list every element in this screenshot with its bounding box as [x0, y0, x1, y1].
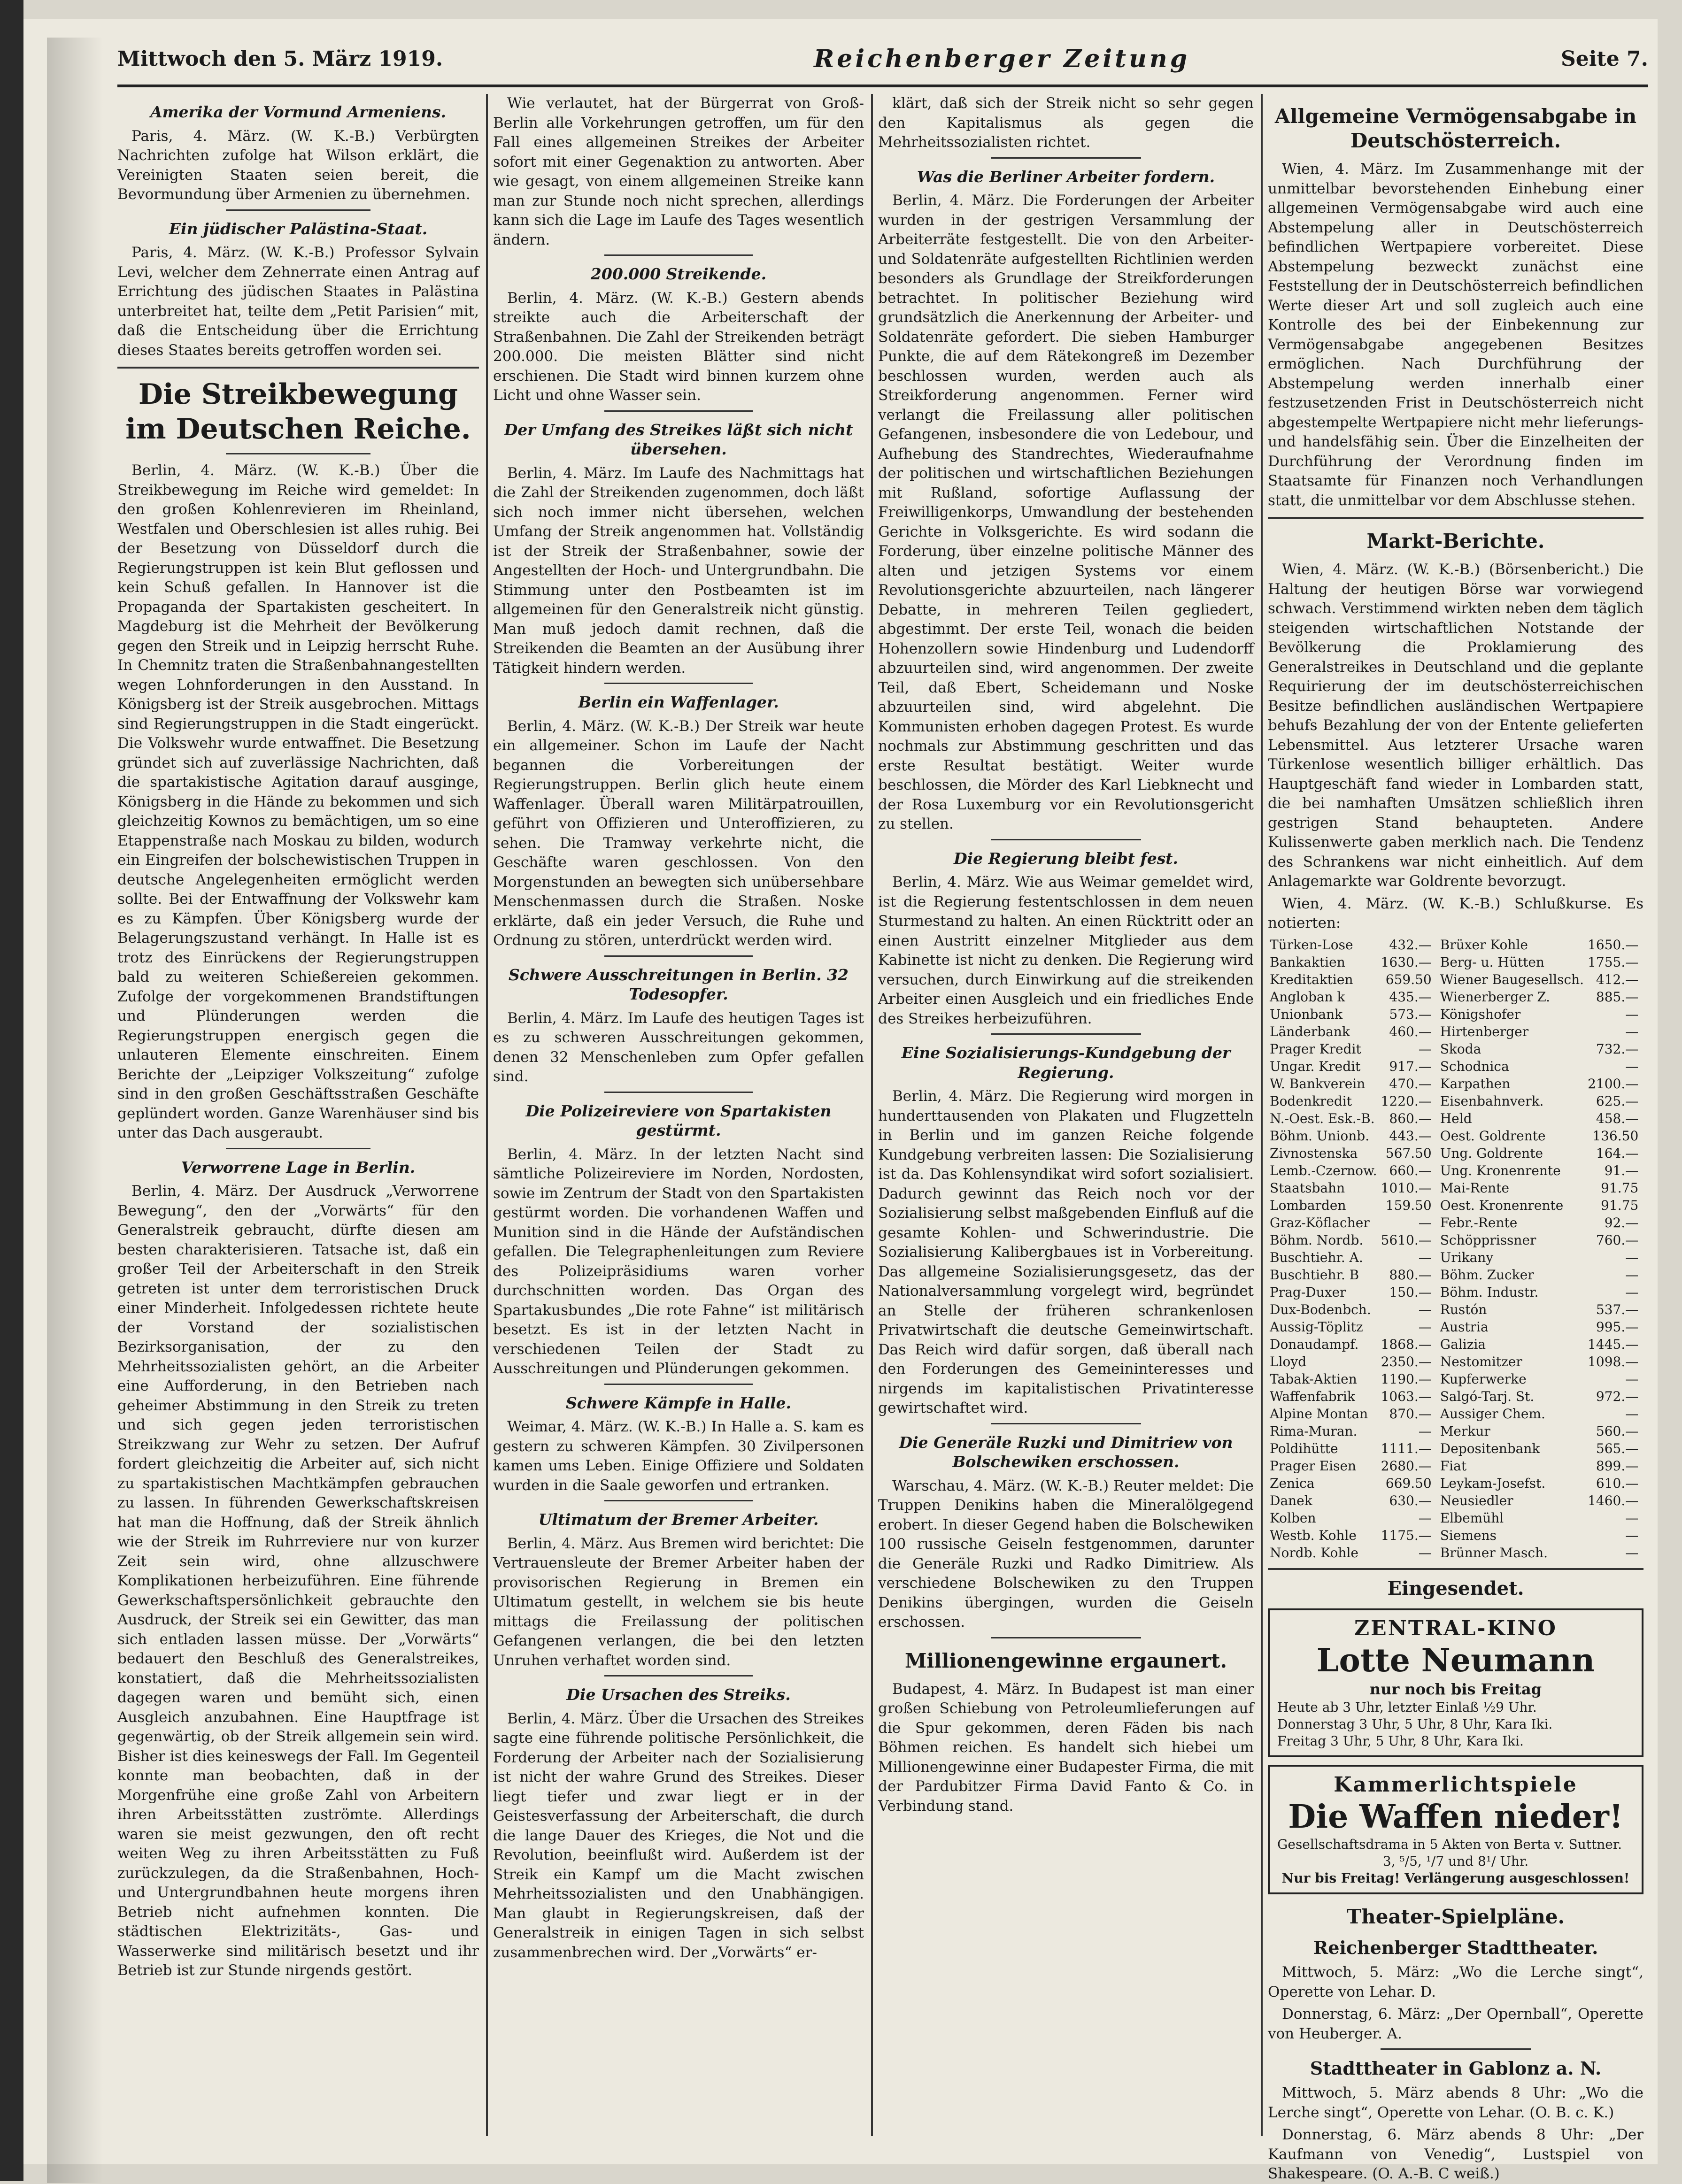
quote-value: 610.—	[1596, 1475, 1639, 1491]
advert-name: Kammerlichtspiele	[1334, 1773, 1578, 1797]
divider	[604, 1384, 753, 1385]
quote-name: Salgó-Tarj. St.	[1440, 1388, 1535, 1404]
quote-row	[1268, 1040, 1645, 1058]
quote-row	[1268, 1318, 1645, 1336]
article-title: Ein jüdischer Palästina-Staat.	[169, 219, 428, 238]
quote-row	[1268, 1179, 1645, 1197]
quote-value: 1445.—	[1588, 1336, 1639, 1352]
quote-row	[1268, 936, 1645, 954]
article-title: Die Regierung bleibt fest.	[953, 849, 1179, 868]
quote-value: 1063.—	[1381, 1388, 1432, 1404]
quote-name: Waffenfabrik	[1270, 1388, 1355, 1404]
quote-row	[1268, 1075, 1645, 1092]
article-text: Berlin, 4. März. Der Ausdruck „Verworrene Bewegung“, den der „Vorwärts“ für den Generalstreik gebraucht, dürfte diesen am besten charakterisieren. Tatsache ist, daß ein großer Teil der Arbeiterschaft in den Streik getreten ist unter dem terroristischen Druck einer Minderheit. Infolgedessen richtete heute der Vorstand der sozialistischen Bezirksorganisation, der zu den Mehrheitssozialisten gehört, an die Arbeiter eine Aufforderung, in den Betrieben nach geheimer Abstimmung in den Streik zu treten und sich gegen jeden terroristischen Streikzwang zur Wehr zu setzen. Der Aufruf fordert gleichzeitig die Arbeiter auf, sich nicht zu spartakistischen Machtkämpfen gebrauchen zu lassen. In führenden Gewerkschaftskreisen hat man die Hoffnung, daß der Streik ähnlich wie der Streik im Ruhrreviere nur von kurzer Zeit sein wird, ohne allzuschwere Komplikationen herbeizuführen. Eine führende Gewerkschaftspersönlichkeit gebrauchte den Ausdruck, der Streik sei ein Gewitter, das man sich entladen lassen müsse. Der „Vorwärts“ bedauert den Beschluß des Generalstreikes, konstatiert, daß die Mehrheitssozialisten dagegen waren und bemüht sich, einen Ausgleich anzubahnen. Eine Hauptfrage ist gegenwärtig, ob der Streik allgemein sein wird. Bisher ist dies keineswegs der Fall. Im Gegenteil konnte man beobachten, daß in der Morgenfrühe eine große Zahl von Arbeitern ihren Arbeitsstätten zuströmte. Allerdings waren sie meist gezwungen, den oft recht weiten Weg zu ihren Arbeitsstätten zu Fuß zurückzulegen, da die Straßenbahnen, Hoch- und Untergrundbahnen heute morgens ihren Betrieb nicht aufnehmen konnten. Die städtischen Elektrizitäts-, Gas- und Wasserwerke sind militärisch besetzt und ihr Betrieb ist zur Stunde nirgends gestört.	[117, 1183, 479, 1979]
column-rule	[486, 94, 488, 2136]
quote-name: Skoda	[1440, 1041, 1481, 1057]
quote-value: 2350.—	[1381, 1353, 1432, 1369]
article-title: Eine Sozialisierungs-Kundgebung der Regierung.	[901, 1044, 1231, 1082]
divider	[1268, 517, 1643, 519]
quote-value: 995.—	[1596, 1319, 1639, 1335]
quote-row	[1268, 1388, 1645, 1405]
article-text: Wien, 4. März. (W. K.-B.) Schlußkurse. Es notierten:	[1268, 895, 1643, 931]
quote-name: Lloyd	[1270, 1353, 1307, 1369]
quote-row	[1268, 1405, 1645, 1423]
quote-value: 1220.—	[1381, 1093, 1432, 1109]
column-3	[878, 94, 1254, 2136]
header-page-number: Seite 7.	[1560, 46, 1648, 71]
quote-value: 91.75	[1601, 1180, 1639, 1196]
quote-value: 917.—	[1389, 1058, 1432, 1074]
quote-name: Tabak-Aktien	[1270, 1371, 1357, 1387]
quote-row	[1268, 1301, 1645, 1318]
quote-name: Angloban k	[1270, 989, 1345, 1005]
article-title: Die Polizeireviere von Spartakisten gestürmt.	[525, 1101, 832, 1139]
quote-value: 435.—	[1389, 989, 1432, 1005]
quote-name: Nestomitzer	[1440, 1353, 1522, 1369]
divider	[604, 955, 753, 957]
newspaper-page	[23, 19, 1658, 2182]
quote-value: 1010.—	[1381, 1180, 1432, 1196]
quote-row	[1268, 1336, 1645, 1353]
article-text: Wien, 4. März. Im Zusammenhange mit der unmittelbar bevorstehenden Einhebung einer allgemeinen Vermögensabgabe wird auch eine Abstempelung aller in Deutschösterreich befindlichen Wertpapiere vorbereitet. Diese Abstempelung bezweckt zunächst eine Feststellung der in Deutschösterreich befindlichen Werte dieser Art und soll zugleich auch eine Kontrolle des bei der Einbekennung zur Vermögensabgabe angegebenen Besitzes ermöglichen. Nach Durchführung der Abstempelung werden innerhalb einer festzusetzenden Frist in Deutschösterreich nicht abgestempelte Wertpapiere nicht mehr lieferungs- und handelsfähig sein. Über die Einzelheiten der Durchführung der Verordnung finden im Staatsamte für Finanzen noch Verhandlungen statt, die unmittelbar vor dem Abschlusse stehen.	[1268, 161, 1643, 509]
quote-row	[1268, 1092, 1645, 1110]
quote-value: 458.—	[1596, 1110, 1639, 1126]
scan-gutter	[0, 0, 23, 2181]
article-text: Berlin, 4. März. In der letzten Nacht sind sämtliche Polizeireviere im Norden, Nordosten, sowie im Zentrum der Stadt von den Spartakisten gestürmt worden. Die vorhandenen Waffen und Munition sind in die Hände der Aufständischen gefallen. Die Telegraphenleitungen zum Reviere des Polizeipräsidiums waren vorher durchschnitten worden. Das Organ des Spartakusbundes „Die rote Fahne“ ist militärisch besetzt. Es ist in der letzten Nacht in verschiedenen Teilen der Stadt zu Ausschreitungen und Plünderungen gekommen.	[493, 1146, 864, 1377]
quote-name: Austria	[1440, 1319, 1489, 1335]
advert-line: Nur bis Freitag! Verlängerung ausgeschlossen!	[1281, 1870, 1630, 1886]
quote-value: —	[1625, 1527, 1639, 1543]
article-text: Wien, 4. März. (W. K.-B.) (Börsenbericht.) Die Haltung der heutigen Börse war vorwiegend schwach. Verstimmend wirkten neben dem täglich steigenden wirtschaftlichen Notstande der Bevölkerung die Proklamierung des Generalstreikes in Deutschland und die geplante Requirierung der im deutschösterreichischen Besitze befindlichen ausländischen Wertpapiere behufs Bezahlung der von der Entente gelieferten Lebensmittel. Aus letzterer Ursache waren Türkenlose wesentlich billiger erhältlich. Das Hauptgeschäft fand wieder in Lombarden statt, die bei namhaften Umsätzen schließlich ihren gestrigen Stand behaupteten. Andere Kulissenwerte gaben merklich nach. Die Tendenz des Schrankens war nicht einheitlich. Auf dem Anlagemarkte war Goldrente bevorzugt.	[1268, 561, 1643, 890]
quote-value: —	[1418, 1423, 1432, 1439]
header-rule	[117, 85, 1648, 87]
quote-name: Danek	[1270, 1492, 1312, 1508]
article-title: Die Generäle Ruzki und Dimitriew von Bolschewiken erschossen.	[899, 1433, 1233, 1471]
theater-line: Donnerstag, 6. März abends 8 Uhr: „Der Kaufmann von Venedig“, Lustspiel von Shakespeare. (O. A.-B. C weiß.)	[1268, 2126, 1643, 2182]
divider	[604, 1500, 753, 1501]
quote-name: Wienerberger Z.	[1440, 989, 1551, 1005]
quote-name: Oest. Goldrente	[1440, 1128, 1546, 1144]
quote-name: Aussiger Chem.	[1440, 1406, 1545, 1422]
quote-row	[1268, 1006, 1645, 1023]
quote-value: —	[1625, 1545, 1639, 1561]
quote-value: —	[1625, 1371, 1639, 1387]
quote-value: 760.—	[1596, 1232, 1639, 1248]
column-rule	[1261, 94, 1263, 2136]
theater-name: Stadttheater in Gablonz a. N.	[1310, 2058, 1602, 2079]
quote-row	[1268, 1353, 1645, 1370]
quote-name: Ungar. Kredit	[1270, 1058, 1361, 1074]
article-title: Die Ursachen des Streiks.	[566, 1685, 791, 1704]
article-text: Berlin, 4. März. (W. K.-B.) Über die Streikbewegung im Reiche wird gemeldet: In den großen Kohlenrevieren im Rheinland, Westfalen und Oberschlesien ist alles ruhig. Bei der Besetzung von Düsseldorf durch die Regierungstruppen ist kein Blut geflossen und kein Schuß gefallen. In Hannover ist die Propaganda der Spartakisten gescheitert. In Magdeburg ist die Mehrheit der Bevölkerung gegen den Streik und in Leipzig herrscht Ruhe. In Chemnitz traten die Straßenbahnangestellten wegen Lohnforderungen in den Ausstand. In Königsberg ist der Streik ausgebrochen. Mittags sind Regierungstruppen in die Stadt eingerückt. Die Volkswehr wurde entwaffnet. Die Besetzung gründet sich auf zuverlässige Nachrichten, daß die spartakistische Agitation darauf ausginge, Königsberg in die Hände zu bekommen und sich gleichzeitig Kownos zu bemächtigen, um so eine Etappenstraße nach Moskau zu bilden, wodurch ein Eingreifen der bolschewistischen Truppen in deutsche Angelegenheiten ermöglicht werden sollte. Bei der Entwaffnung der Volkswehr kam es zu Kämpfen. Über Königsberg wurde der Belagerungszustand verhängt. In Halle ist es trotz des Einrückens der Regierungstruppen bald zu weiteren Schießereien gekommen. Zufolge der vorgekommenen Brandstiftungen und Plünderungen werden die Regierungstruppen energisch gegen die unlauteren Elemente einschreiten. Einem Berichte der „Leipziger Volkszeitung“ zufolge sind in den großen Geschäftsstraßen Geschäfte geplündert worden. Ganze Warenhäuser sind bis unter das Dach ausgeraubt.	[117, 462, 479, 1141]
article-text: Berlin, 4. März. Die Forderungen der Arbeiter wurden in der gestrigen Versammlung der Arbeiterräte festgestellt. Die von den Arbeiter- und Soldatenräte aufgestellten Richtlinien werden besonders als Grundlage der Streikforderungen betrachtet. In politischer Beziehung wird grundsätzlich die Anerkennung der Arbeiter- und Soldatenräte gefordert. Die sieben Hamburger Punkte, die auf dem Rätekongreß im Dezember beschlossen wurden, werden auch als Streikforderung angenommen. Ferner wird verlangt die Freilassung aller politischen Gefangenen, insbesondere die von Ledebour, und Aufhebung des Standrechtes, Wiederaufnahme der politischen und wirtschaftlichen Beziehungen mit Rußland, sofortige Auflassung der Freiwilligenkorps, Umwandlung der bestehenden Gerichte in Volksgerichte. Es wird sodann die Forderung, über einzelne politische Männer des alten und jetzigen Systems vor einem Revolutionsgerichte abzuurteilen, nach längerer Debatte, in mehreren Teilen gegliedert, abgestimmt. Der erste Teil, wonach die beiden Hohenzollern sowie Hindenburg und Ludendorff abzuurteilen sind, wird angenommen. Der zweite Teil, daß Ebert, Scheidemann und Noske abzuurteilen sind, wird abgelehnt. Die Kommunisten erhoben dagegen Protest. Es wurde nochmals zur Abstimmung geschritten und das erste Resultat bestätigt. Weiter wurde beschlossen, die Mörder des Karl Liebknecht und der Rosa Luxemburg vor ein Revolutionsgericht zu stellen.	[878, 192, 1254, 832]
quote-value: —	[1625, 1267, 1639, 1283]
quote-name: Kupferwerke	[1440, 1371, 1527, 1387]
quote-name: Eisenbahnverk.	[1440, 1093, 1544, 1109]
quote-row	[1268, 1266, 1645, 1284]
quote-value: 159.50	[1385, 1197, 1432, 1213]
quote-name: Fiat	[1440, 1458, 1467, 1474]
article-text: Wie verlautet, hat der Bürgerrat von Groß-Berlin alle Vorkehrungen getroffen, um für den Fall eines allgemeinen Streikes der Arbeiter sofort mit einer Gegenaktion zu antworten. Aber wie gesagt, von einem allgemeinen Streike kann man zur Stunde noch nicht sprechen, allerdings kann sich die Lage im Laufe des Tages wesentlich ändern.	[493, 95, 864, 248]
quote-name: Karpathen	[1440, 1076, 1511, 1092]
quote-name: Schöpprissner	[1440, 1232, 1536, 1248]
article-text: Berlin, 4. März. Im Laufe des heutigen Tages ist es zu schweren Ausschreitungen gekommen, denen 32 Menschenleben zum Opfer gefallen sind.	[493, 1009, 864, 1085]
quote-value: —	[1625, 1058, 1639, 1074]
article-title: Markt-Berichte.	[1366, 530, 1545, 553]
quote-name: Prager Eisen	[1270, 1458, 1357, 1474]
advert-kammerlichtspiele	[1268, 1765, 1643, 1894]
article-title: Berlin ein Waffenlager.	[578, 693, 779, 711]
quote-name: Kolben	[1270, 1510, 1316, 1526]
divider	[604, 1092, 753, 1093]
column-rule	[871, 94, 873, 2136]
quote-value: —	[1418, 1249, 1432, 1265]
quote-value: 885.—	[1596, 989, 1639, 1005]
divider	[1381, 2048, 1531, 2050]
quote-value: —	[1625, 1249, 1639, 1265]
theater-line: Mittwoch, 5. März abends 8 Uhr: „Wo die Lerche singt“, Operette von Lehar. (O. B. c. K.)	[1268, 2084, 1643, 2121]
quote-value: 443.—	[1389, 1128, 1432, 1144]
article-text: Paris, 4. März. (W. K.-B.) Professor Sylvain Levi, welcher dem Zehnerrate einen Antrag auf Errichtung des jüdischen Staates in Palästina unterbreitet hat, teilte dem „Petit Parisien“ mit, daß die Entscheidung über die Errichtung dieses Staates bereits getroffen worden sei.	[117, 244, 479, 359]
quote-name: Donaudampf.	[1270, 1336, 1359, 1352]
quote-value: —	[1418, 1301, 1432, 1317]
quote-row	[1268, 1023, 1645, 1040]
divider	[226, 453, 370, 454]
divider	[991, 157, 1141, 159]
quote-name: Brüxer Kohle	[1440, 937, 1528, 953]
page-header	[117, 38, 1648, 80]
column-1	[117, 94, 479, 2136]
divider	[226, 1148, 370, 1149]
quote-row	[1268, 971, 1645, 988]
article-title: Schwere Ausschreitungen in Berlin. 32 Todesopfer.	[509, 965, 849, 1003]
article-text: Berlin, 4. März. Die Regierung wird morgen in hunderttausenden von Plakaten und Flugzetteln in Berlin und im ganzen Reiche folgende Kundgebung verbreiten lassen: Die Sozialisierung ist da. Das Kohlensyndikat wird sofort sozialisiert. Dadurch gewinnt das Reich noch vor der Sozialisierung selbst maßgebenden Einfluß auf die gesamte Kohlen- und Schwerindustrie. Die Sozialisierung Kalibergbaues ist in Vorbereitung. Das allgemeine Sozialisierungsgesetz, das der Nationalversammlung vorgelegt wird, begründet an Stelle der früheren schrankenlosen Privatwirtschaft die deutsche Gemeinwirtschaft. Das Reich wird dafür sorgen, daß überall nach den Forderungen des Gemeininteresses und nirgends im kapitalistischen Privatinteresse gewirtschaftet wird.	[878, 1088, 1254, 1416]
quote-row	[1268, 1197, 1645, 1214]
quote-value: 2680.—	[1381, 1458, 1432, 1474]
quote-row	[1268, 1058, 1645, 1075]
quote-name: Bodenkredit	[1270, 1093, 1352, 1109]
quote-name: Buschtiehr. B	[1270, 1267, 1359, 1283]
quote-name: Zivnostenska	[1270, 1145, 1358, 1161]
theater-line: Donnerstag, 6. März: „Der Opernball“, Operette von Heuberger. A.	[1268, 2006, 1643, 2042]
quote-value: —	[1418, 1510, 1432, 1526]
quote-name: Mai-Rente	[1440, 1180, 1510, 1196]
article-title: Amerika der Vormund Armeniens.	[150, 103, 447, 121]
divider	[117, 367, 479, 369]
quote-value: 565.—	[1596, 1440, 1639, 1456]
quote-value: 732.—	[1596, 1041, 1639, 1057]
quote-row	[1268, 1457, 1645, 1475]
quote-value: —	[1418, 1545, 1432, 1561]
quote-row	[1268, 954, 1645, 971]
quote-row	[1268, 988, 1645, 1006]
quote-row	[1268, 1162, 1645, 1179]
quote-name: Depositenbank	[1440, 1440, 1540, 1456]
quote-value: 625.—	[1596, 1093, 1639, 1109]
quote-value: 92.—	[1604, 1215, 1639, 1230]
quote-row	[1268, 1440, 1645, 1457]
quote-row	[1268, 1110, 1645, 1127]
divider	[991, 839, 1141, 840]
advert-name: ZENTRAL-KINO	[1354, 1616, 1557, 1640]
quote-value: 669.50	[1385, 1475, 1432, 1491]
quote-value: 660.—	[1389, 1162, 1432, 1178]
divider	[991, 1423, 1141, 1424]
quote-value: 880.—	[1389, 1267, 1432, 1283]
quote-name: Brünner Masch.	[1440, 1545, 1548, 1561]
article-text: klärt, daß sich der Streik nicht so sehr gegen den Kapitalismus als gegen die Mehrheitssozialisten richtet.	[878, 95, 1254, 151]
advert-zentral-kino	[1268, 1608, 1643, 1758]
quote-name: Aussig-Töplitz	[1270, 1319, 1363, 1335]
quote-value: 91.—	[1604, 1162, 1639, 1178]
article-text: Berlin, 4. März. Über die Ursachen des Streikes sagte eine führende politische Persönlichkeit, die Forderung der Arbeiter nach der Sozialisierung ist nicht der wahre Grund des Streikes. Dieser liegt tiefer und zwar liegt er in der Geistesverfassung der Arbeiterschaft, die durch die lange Dauer des Krieges, die Not und die Revolution, beeinflußt wird. Außerdem ist der Streik ein Kampf um die Macht zwischen Mehrheitssozialisten und den Unabhängigen. Man glaubt in Regierungskreisen, daß der Generalstreik in einigen Tagen in sich selbst zusammenbrechen wird. Der „Vorwärts“ er-	[493, 1710, 864, 1961]
article-text: Warschau, 4. März. (W. K.-B.) Reuter meldet: Die Truppen Denikins haben die Mineralölgegend erobert. In dieser Gegend haben die Bolschewiken 100 russische Geiseln festgenommen, darunter die Generäle Ruzki und Radko Dimitriew. Als verschiedene Bolschewiken zu den Truppen Denikins übergingen, wurden die Geiseln erschossen.	[878, 1477, 1254, 1630]
quote-value: —	[1625, 1006, 1639, 1022]
quote-name: Böhm. Nordb.	[1270, 1232, 1364, 1248]
quote-value: 164.—	[1596, 1145, 1639, 1161]
quote-name: Westb. Kohle	[1270, 1527, 1357, 1543]
quote-value: —	[1625, 1406, 1639, 1422]
advert-line: Gesellschaftsdrama in 5 Akten von Berta v. Suttner.	[1277, 1837, 1622, 1852]
article-text: Berlin, 4. März. (W. K.-B.) Gestern abends streikte auch die Arbeiterschaft der Straßenbahnen. Die Zahl der Streikenden beträgt 200.000. Die meisten Blätter sind nicht erschienen. Die Stadt wird binnen kurzem ohne Licht und ohne Wasser sein.	[493, 289, 864, 404]
article-title: Millionengewinne ergaunert.	[904, 1649, 1227, 1672]
divider	[604, 1675, 753, 1676]
section-title: Eingesendet.	[1387, 1577, 1524, 1600]
article-title: Schwere Kämpfe in Halle.	[565, 1393, 792, 1412]
quote-value: 860.—	[1389, 1110, 1432, 1126]
quote-name: Leykam-Josefst.	[1440, 1475, 1546, 1491]
quote-name: Alpine Montan	[1270, 1406, 1368, 1422]
quote-name: Hirtenberger	[1440, 1023, 1529, 1039]
column-2	[493, 94, 864, 2136]
section-title: Theater-Spielpläne.	[1346, 1905, 1565, 1928]
quote-value: —	[1625, 1284, 1639, 1300]
quote-name: Ung. Kronenrente	[1440, 1162, 1561, 1178]
quote-name: Held	[1440, 1110, 1472, 1126]
quote-name: Ung. Goldrente	[1440, 1145, 1543, 1161]
quote-value: 630.—	[1389, 1492, 1432, 1508]
quote-name: N.-Oest. Esk.-B.	[1270, 1110, 1375, 1126]
quote-name: Prag-Duxer	[1270, 1284, 1346, 1300]
quote-name: Dux-Bodenbch.	[1270, 1301, 1371, 1317]
quote-value: 1650.—	[1588, 937, 1639, 953]
quote-name: Prager Kredit	[1270, 1041, 1361, 1057]
quote-name: Böhm. Unionb.	[1270, 1128, 1370, 1144]
article-text: Paris, 4. März. (W. K.-B.) Verbürgten Nachrichten zufolge hat Wilson erklärt, die Vereinigten Staaten seien bereit, die Bevormundung über Armenien zu übernehmen.	[117, 127, 479, 203]
quote-value: 91.75	[1601, 1197, 1639, 1213]
divider	[604, 410, 753, 412]
divider	[991, 1033, 1141, 1035]
article-title: Was die Berliner Arbeiter fordern.	[917, 167, 1215, 186]
article-text: Budapest, 4. März. In Budapest ist man einer großen Schiebung von Petroleumlieferungen auf die Spur gekommen, deren Fäden bis nach Böhmen reichen. Es handelt sich hiebei um Millionengewinne einer Budapester Firma, die mit der Pardubitzer Firma David Fanto & Co. in Verbindung stand.	[878, 1680, 1254, 1815]
divider	[604, 683, 753, 684]
quote-name: Rima-Muran.	[1270, 1423, 1358, 1439]
article-text: Berlin, 4. März. Im Laufe des Nachmittags hat die Zahl der Streikenden zugenommen, doch läßt sich noch immer nicht übersehen, welchen Umfang der Streik angenommen hat. Vollständig ist der Streik der Straßenbahner, sowie der Angestellten der Hoch- und Untergrundbahn. Die Stimmung unter den Postbeamten ist im allgemeinen für den Generalstreik nicht günstig. Man muß jedoch damit rechnen, daß die Streikenden die Beamten an der Ausübung ihrer Tätigkeit hindern werden.	[493, 464, 864, 677]
divider	[226, 209, 370, 211]
quote-name: Galizia	[1440, 1336, 1486, 1352]
quote-row	[1268, 1231, 1645, 1249]
advert-line: Freitag 3 Uhr, 5 Uhr, 8 Uhr, Kara Iki.	[1277, 1733, 1524, 1749]
quote-name: Febr.-Rente	[1440, 1215, 1518, 1230]
quote-name: Berg- u. Hütten	[1440, 954, 1544, 970]
article-title: Verworrene Lage in Berlin.	[181, 1158, 416, 1177]
advert-line: Heute ab 3 Uhr, letzter Einlaß ½9 Uhr.	[1277, 1700, 1537, 1715]
quote-row	[1268, 1249, 1645, 1266]
quote-value: 972.—	[1596, 1388, 1639, 1404]
quote-value: —	[1625, 1510, 1639, 1526]
quote-name: Lombarden	[1270, 1197, 1346, 1213]
quote-value: 1868.—	[1381, 1336, 1432, 1352]
quote-name: Unionbank	[1270, 1006, 1343, 1022]
quote-value: 1175.—	[1381, 1527, 1432, 1543]
quote-value: 1755.—	[1588, 954, 1639, 970]
quote-value: —	[1418, 1041, 1432, 1057]
quote-value: 573.—	[1389, 1006, 1432, 1022]
quote-value: 1190.—	[1381, 1371, 1432, 1387]
quote-name: Kreditaktien	[1270, 971, 1353, 987]
advert-headline: Die Waffen nieder!	[1288, 1798, 1623, 1836]
column-4	[1268, 94, 1643, 2182]
quote-value: 1111.—	[1381, 1440, 1432, 1456]
quote-name: Poldihütte	[1270, 1440, 1338, 1456]
quote-name: Neusiedler	[1440, 1492, 1513, 1508]
advert-subline: nur noch bis Freitag	[1369, 1680, 1542, 1698]
quote-row	[1268, 1475, 1645, 1492]
quote-value: 2100.—	[1588, 1076, 1639, 1092]
quote-name: Wiener Baugesellsch.	[1440, 971, 1584, 987]
quote-name: Siemens	[1440, 1527, 1497, 1543]
quote-name: Graz-Köflacher	[1270, 1215, 1370, 1230]
quote-name: W. Bankverein	[1270, 1076, 1366, 1092]
quote-row	[1268, 1145, 1645, 1162]
quote-value: —	[1418, 1319, 1432, 1335]
quote-row	[1268, 1214, 1645, 1231]
quote-name: Merkur	[1440, 1423, 1490, 1439]
article-text: Berlin, 4. März. Wie aus Weimar gemeldet wird, ist die Regierung festentschlossen in dem neuen Sturmestand zu halten. An einen Rücktritt oder an einen Austritt einzelner Mitglieder aus dem Kabinette ist nicht zu denken. Die Regierung wird versuchen, durch Einwirkung auf die streikenden Arbeiter einen Ausgleich und ein friedliches Ende des Streikes herbeizuführen.	[878, 874, 1254, 1027]
quote-value: —	[1625, 1023, 1639, 1039]
quote-name: Königshofer	[1440, 1006, 1521, 1022]
advert-line: Donnerstag 3 Uhr, 5 Uhr, 8 Uhr, Kara Iki.	[1277, 1716, 1553, 1732]
quote-name: Bankaktien	[1270, 954, 1345, 970]
quote-value: 560.—	[1596, 1423, 1639, 1439]
quote-name: Nordb. Kohle	[1270, 1545, 1358, 1561]
theater-line: Mittwoch, 5. März: „Wo die Lerche singt“, Operette von Lehar. D.	[1268, 1964, 1643, 2000]
quote-value: 432.—	[1389, 937, 1432, 953]
quote-value: 870.—	[1389, 1406, 1432, 1422]
theater-name: Reichenberger Stadttheater.	[1313, 1937, 1598, 1958]
advert-headline: Lotte Neumann	[1316, 1641, 1595, 1679]
quote-value: 470.—	[1389, 1076, 1432, 1092]
quote-value: 1098.—	[1588, 1353, 1639, 1369]
quote-row	[1268, 1370, 1645, 1388]
quote-name: Lemb.-Czernow.	[1270, 1162, 1377, 1178]
quote-row	[1268, 1509, 1645, 1527]
article-title: Allgemeine Vermögensabgabe in Deutschösterreich.	[1274, 105, 1637, 152]
article-title: Ultimatum der Bremer Arbeiter.	[538, 1510, 819, 1529]
quote-name: Oest. Kronenrente	[1440, 1197, 1564, 1213]
stock-quotes-table	[1268, 936, 1645, 1561]
quote-name: Buschtiehr. A.	[1270, 1249, 1363, 1265]
quote-value: 899.—	[1596, 1458, 1639, 1474]
article-text: Weimar, 4. März. (W. K.-B.) In Halle a. S. kam es gestern zu schweren Kämpfen. 30 Zivilpersonen kamen ums Leben. Einige Offiziere und Soldaten wurden in die Saale geworfen und ertranken.	[493, 1418, 864, 1494]
header-title: Reichenberger Zeitung	[814, 44, 1190, 73]
article-title: 200.000 Streikende.	[590, 265, 767, 283]
quote-name: Rustón	[1440, 1301, 1487, 1317]
quote-row	[1268, 1127, 1645, 1145]
advert-line: 3, ⁵/5, ¹/7 und 8¹/ Uhr.	[1382, 1853, 1529, 1869]
page-shadow	[47, 38, 103, 2183]
quote-row	[1268, 1527, 1645, 1544]
quote-value: 659.50	[1385, 971, 1432, 987]
quote-value: 412.—	[1596, 971, 1639, 987]
divider	[604, 254, 753, 256]
quote-row	[1268, 1423, 1645, 1440]
divider	[1268, 1568, 1643, 1570]
article-text: Berlin, 4. März. (W. K.-B.) Der Streik war heute ein allgemeiner. Schon im Laufe der Nacht begannen die Vorbereitungen der Regierungstruppen. Berlin glich heute einem Waffenlager. Überall waren Militärpatrouillen, geführt von Offizieren und Unteroffizieren, zu sehen. Die Tramway verkehrte nicht, die Geschäfte waren geschlossen. Von den Morgenstunden an bewegten sich unübersehbare Menschenmassen durch die Straßen. Noske erklärte, daß ein jeder Versuch, die Ruhe und Ordnung zu stören, unterdrückt werden wird.	[493, 717, 864, 949]
quote-name: Zenica	[1270, 1475, 1315, 1491]
quote-name: Länderbank	[1270, 1023, 1350, 1039]
quote-value: 150.—	[1389, 1284, 1432, 1300]
header-date: Mittwoch den 5. März 1919.	[117, 46, 443, 71]
quote-value: 537.—	[1596, 1301, 1639, 1317]
quote-value: 5610.—	[1381, 1232, 1432, 1248]
quote-name: Elbemühl	[1440, 1510, 1504, 1526]
quote-name: Türken-Lose	[1270, 937, 1353, 953]
quote-value: 136.50	[1592, 1128, 1639, 1144]
quote-name: Urikany	[1440, 1249, 1494, 1265]
quote-row	[1268, 1284, 1645, 1301]
article-text: Berlin, 4. März. Aus Bremen wird berichtet: Die Vertrauensleute der Bremer Arbeiter haben der provisorischen Regierung in Bremen ein Ultimatum gestellt, in welchem sie bis heute mittags die Freilassung der politischen Gefangenen verlangen, die bei den letzten Unruhen verhaftet worden sind.	[493, 1535, 864, 1669]
quote-value: 567.50	[1385, 1145, 1432, 1161]
quote-name: Schodnica	[1440, 1058, 1509, 1074]
quote-value: 460.—	[1389, 1023, 1432, 1039]
main-headline: Die Streikbewegung im Deutschen Reiche.	[125, 378, 471, 446]
quote-name: Staatsbahn	[1270, 1180, 1345, 1196]
quote-row	[1268, 1544, 1645, 1561]
quote-name: Böhm. Industr.	[1440, 1284, 1539, 1300]
quote-row	[1268, 1492, 1645, 1509]
article-title: Der Umfang des Streikes läßt sich nicht übersehen.	[504, 420, 853, 458]
divider	[991, 1637, 1141, 1638]
quote-value: 1460.—	[1588, 1492, 1639, 1508]
quote-name: Böhm. Zucker	[1440, 1267, 1534, 1283]
quote-value: 1630.—	[1381, 954, 1432, 970]
quote-value: —	[1418, 1215, 1432, 1230]
